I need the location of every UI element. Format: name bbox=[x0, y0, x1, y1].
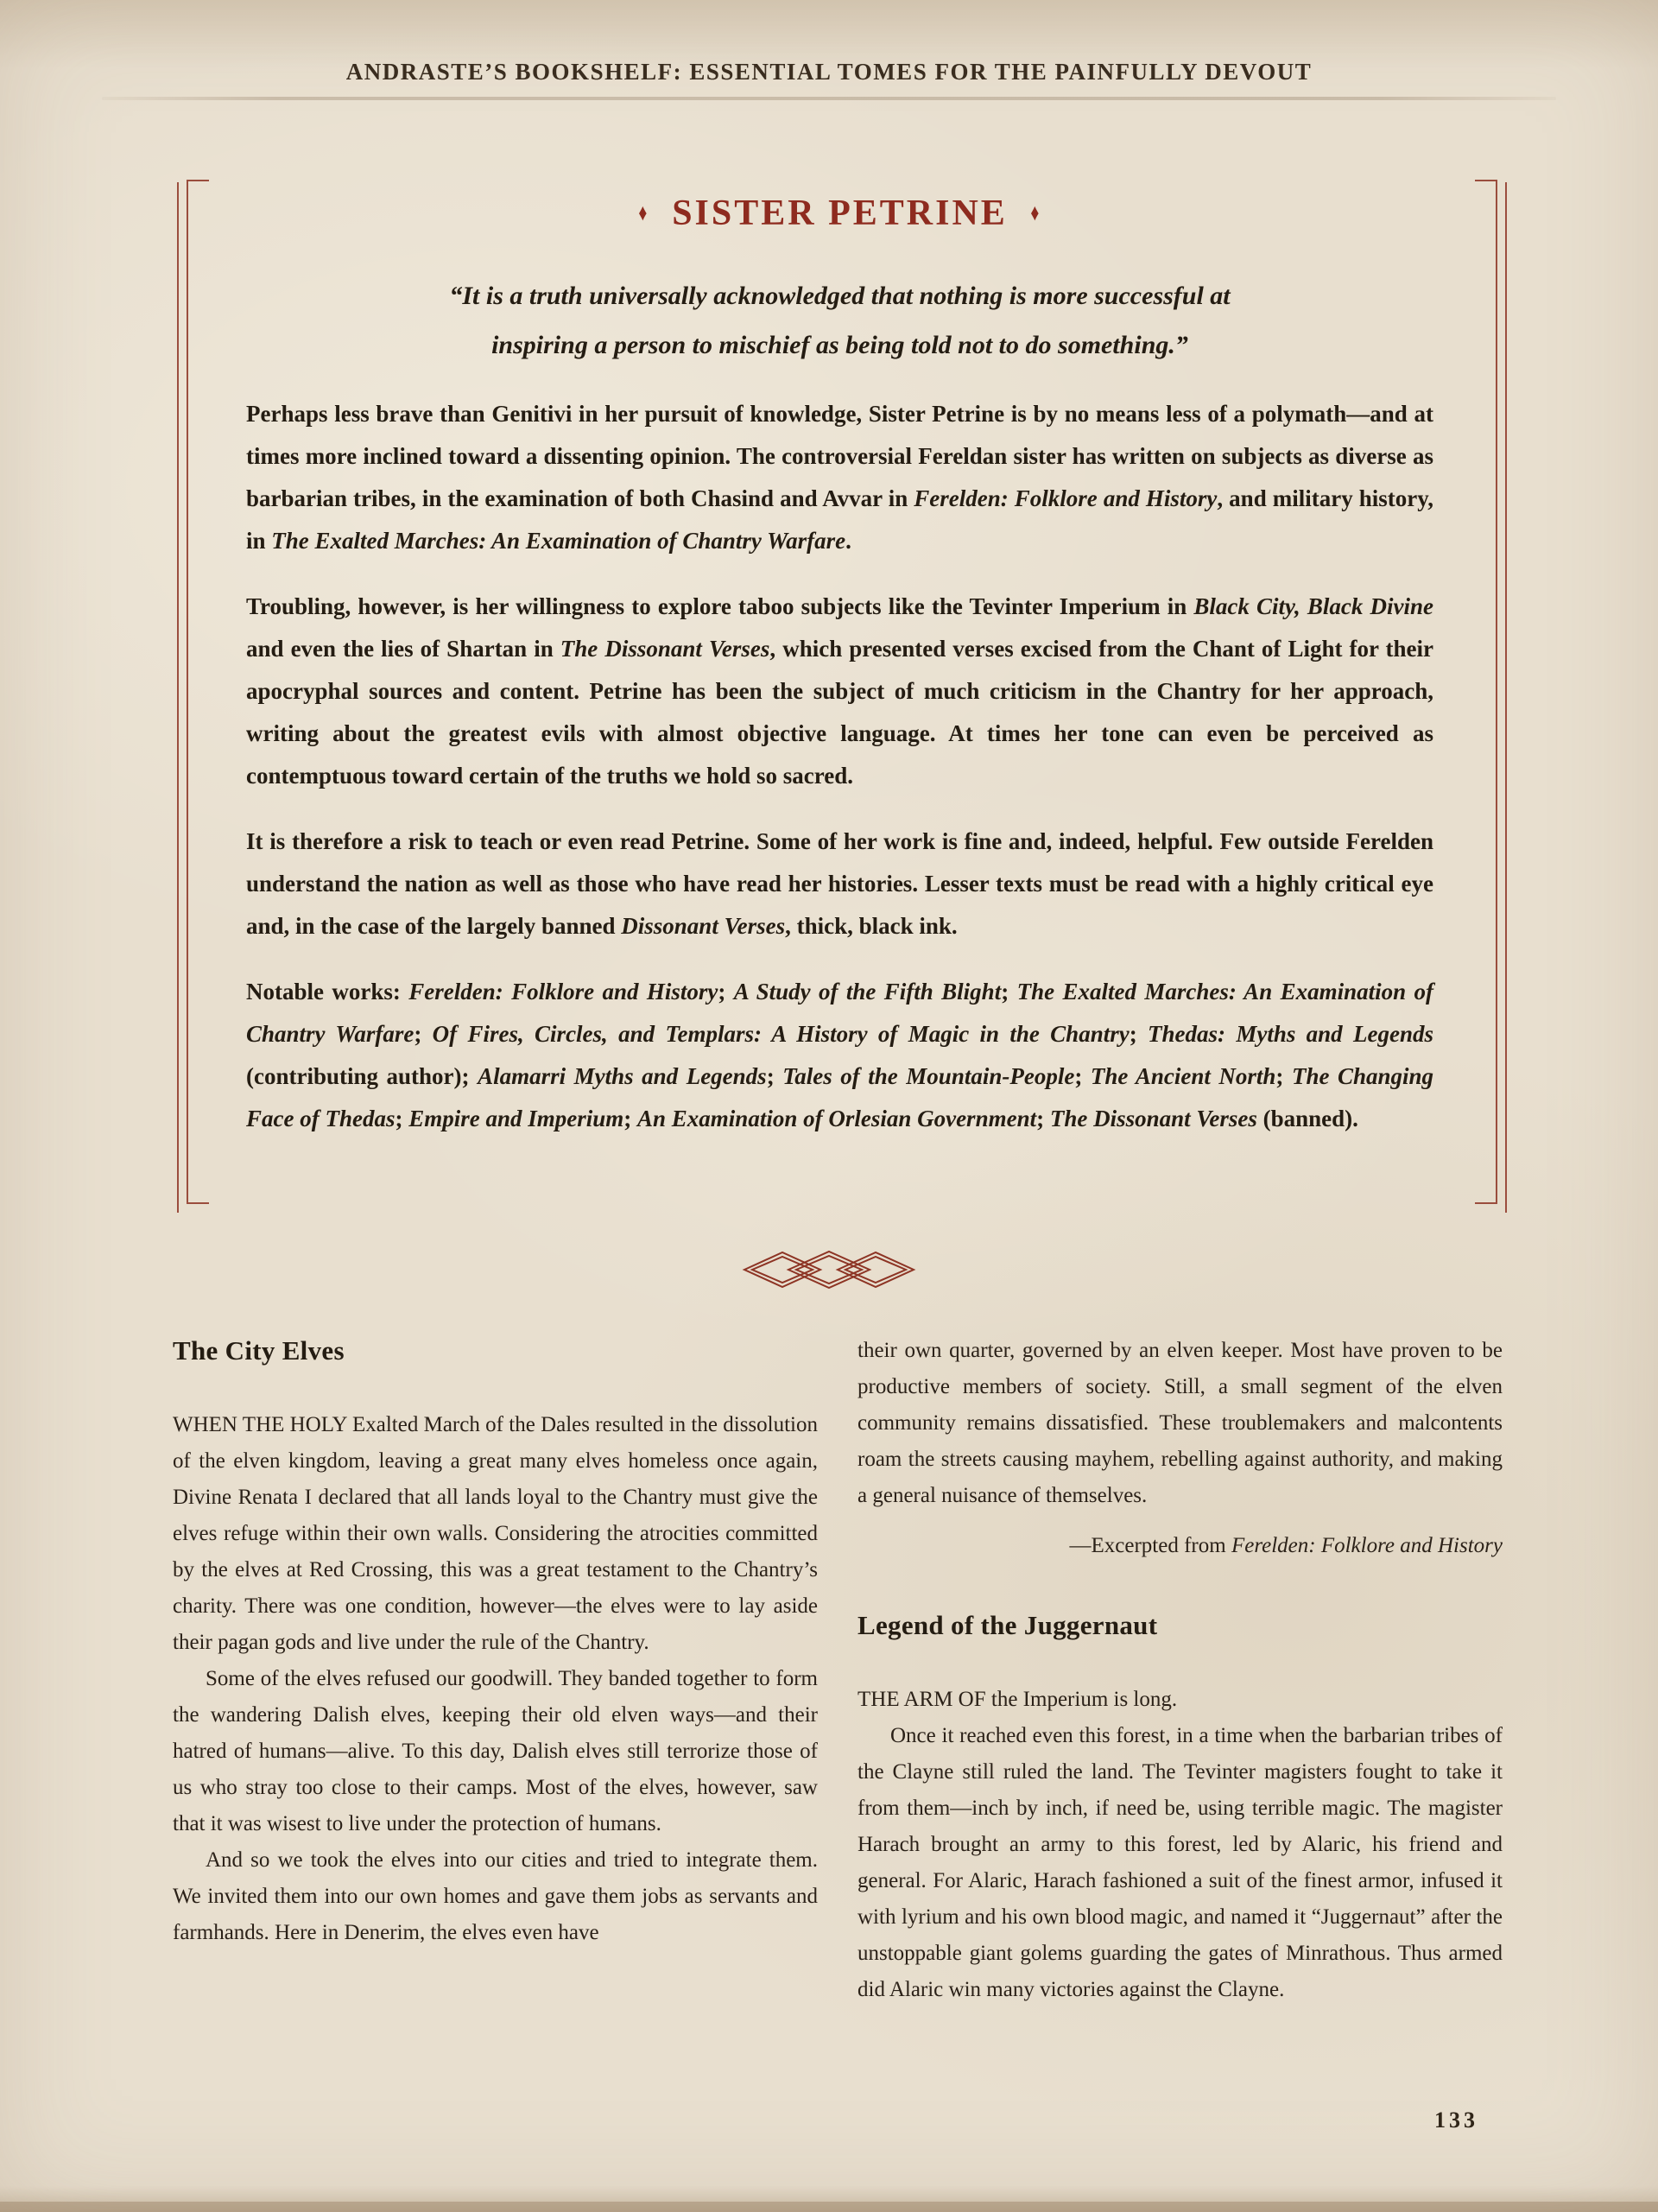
left-column bbox=[173, 1333, 818, 2008]
header-rule bbox=[102, 97, 1556, 100]
page-number: 133 bbox=[1434, 2107, 1478, 2133]
epigraph-quote bbox=[246, 271, 1433, 370]
diamond-ornament-right-icon: ♦ bbox=[1030, 200, 1041, 225]
juggernaut-paragraph-2: Once it reached even this forest, in a time when the barbarian tribes of the Clayne still ruled the land. The Tevinter magisters fought to take it from them—inch by inch, if need be, using terrible magic. The magister Harach brought an army to this forest, led by Alaric, his friend and general. For Alaric, Harach fashioned a suit of the finest armor, infused it with lyrium and his own blood magic, and named it “Juggernaut” after the unstoppable giant golems guarding the gates of Minrathous. Thus armed did Alaric win many victories against the Clayne. bbox=[857, 1724, 1503, 2001]
quote-line-1: “It is a truth universally acknowledged that nothing is more successful at bbox=[449, 282, 1231, 311]
triple-diamond-divider-icon bbox=[737, 1249, 921, 1290]
bio-paragraph-2: Troubling, however, is her willingness to explore taboo subjects like the Tevinter Imperium in Black City, Black Divine and even the lies of Shartan in The Dissonant Verses, which presented verses excised from the Chant of Light for their apocryphal sources and content. Petrine has been the subject of much criticism in the Chantry for her approach, writing about the greatest evils with almost objective language. At times her tone can even be perceived as contemptuous toward certain of the truths we hold so sacred. bbox=[246, 593, 1433, 789]
section-title-text: SISTER PETRINE bbox=[672, 193, 1008, 233]
heading-legend-juggernaut: Legend of the Juggernaut bbox=[857, 1610, 1158, 1640]
triple-diamond-divider bbox=[0, 1249, 1658, 1290]
city-elves-paragraph-2: Some of the elves refused our goodwill. They banded together to form the wandering Dalish elves, keeping their old elven ways—and their hatred of humans—alive. To this day, Dalish elves still terrorize those of us who stray too close to their camps. Most of the elves, however, saw that it was wisest to live under the protection of humans. bbox=[173, 1667, 818, 1835]
notable-works-paragraph: Notable works: Ferelden: Folklore and History; A Study of the Fifth Blight; The Exalted Marches: An Examination of Chantry Warfare; Of Fires, Circles, and Templars: A History of Magic in the Chantry; Thedas: Myths and Legends (contributing author); Alamarri Myths and Legends; Tales of the Mountain-People; The Ancient North; The Changing Face of Thedas; Empire and Imperium; An Examination of Orlesian Government; The Dissonant Verses (banned). bbox=[246, 979, 1434, 1132]
heading-city-elves: The City Elves bbox=[173, 1335, 345, 1366]
box-border-left-bracket bbox=[187, 180, 209, 1204]
section-title bbox=[246, 193, 1433, 233]
city-elves-continuation: their own quarter, governed by an elven keeper. Most have proven to be productive members of society. Still, a small segment of the elven community remains dissatisfied. These troublemakers and malcontents roam the streets causing mayhem, rebelling against authority, and making a general nuisance of themselves. bbox=[857, 1339, 1503, 1507]
bio-paragraph-1: Perhaps less brave than Genitivi in her pursuit of knowledge, Sister Petrine is by no means less of a polymath—and at times more inclined toward a dissenting opinion. The controversial Fereldan sister has written on subjects as diverse as barbarian tribes, in the examination of both Chasind and Avvar in Ferelden: Folklore and History, and military history, in The Exalted Marches: An Examination of Chantry Warfare. bbox=[246, 401, 1434, 555]
two-column-text bbox=[173, 1333, 1503, 2008]
sister-petrine-box bbox=[177, 180, 1507, 1209]
box-border-right-bracket bbox=[1475, 180, 1497, 1204]
box-border-right-outer bbox=[1505, 182, 1507, 1213]
city-elves-paragraph-1: WHEN THE HOLY Exalted March of the Dales resulted in the dissolution of the elven kingdom, leaving a great many elves homeless once again, Divine Renata I declared that all lands loyal to the Chantry must give the elves refuge within their own walls. Considering the atrocities committed by the elves at Red Crossing, this was a great testament to the Chantry’s charity. There was one condition, however—the elves were to lay aside their pagan gods and live under the rule of the Chantry. bbox=[173, 1413, 818, 1654]
right-column bbox=[857, 1333, 1503, 2008]
box-border-left-outer bbox=[177, 182, 179, 1213]
city-elves-paragraph-3: And so we took the elves into our cities and tried to integrate them. We invited them into our own homes and gave them jobs as servants and farmhands. Here in Denerim, the elves even have bbox=[173, 1848, 818, 1944]
diamond-ornament-left-icon: ♦ bbox=[638, 200, 649, 225]
juggernaut-paragraph-1: THE ARM OF the Imperium is long. bbox=[857, 1688, 1178, 1711]
page-header: ANDRASTE’S BOOKSHELF: ESSENTIAL TOMES FOR THE PAINFULLY DEVOUT bbox=[345, 59, 1313, 85]
quote-line-2: inspiring a person to mischief as being told not to do something.” bbox=[491, 331, 1188, 360]
bio-paragraph-3: It is therefore a risk to teach or even read Petrine. Some of her work is fine and, indeed, helpful. Few outside Ferelden understand the nation as well as those who have read her histories. Lesser texts must be read with a highly critical eye and, in the case of the largely banned Dissonant Verses, thick, black ink. bbox=[246, 828, 1433, 940]
excerpt-attribution: —Excerpted from Ferelden: Folklore and History bbox=[1069, 1534, 1503, 1557]
